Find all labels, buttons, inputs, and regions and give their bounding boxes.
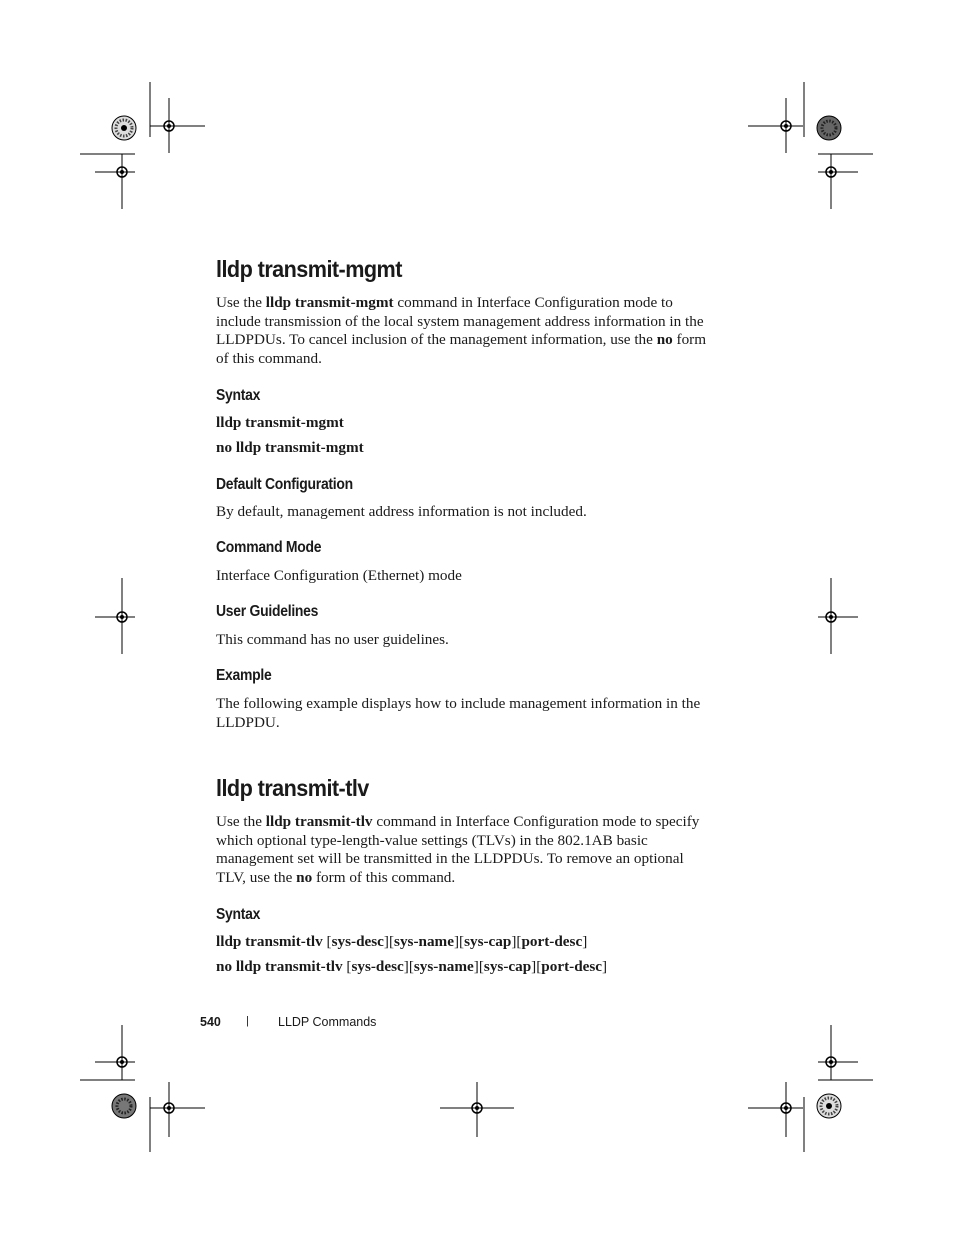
intro-paragraph-tlv: Use the lldp transmit-tlv command in Interface Configuration mode to specify which optional type-length-value settings (TLVs) in the 802.1AB basic management set will be transmitted in the LLDPDUs. To remove an optional TLV, use the no form of this command. — [216, 813, 700, 886]
no-keyword: no — [296, 868, 313, 886]
section-title-lldp-transmit-mgmt: lldp transmit-mgmt — [216, 256, 402, 282]
no-keyword: no — [656, 331, 673, 349]
syntax-line-no: no lldp transmit-mgmt — [216, 439, 364, 456]
syntax-line: lldp transmit-mgmt — [216, 414, 344, 431]
syntax-line: lldp transmit-tlv [sys-desc][sys-name][sys-cap][port-desc] — [216, 933, 588, 950]
footer-chapter: LLDP Commands — [278, 1015, 377, 1029]
footer-separator: | — [246, 1015, 249, 1027]
user-guidelines-text: This command has no user guidelines. — [216, 631, 449, 648]
default-configuration-text: By default, management address information is not included. — [216, 503, 587, 520]
command-mode-heading: Command Mode — [216, 539, 322, 556]
command-name: lldp transmit-mgmt — [265, 294, 394, 311]
syntax-heading: Syntax — [216, 387, 261, 404]
syntax-line-no: no lldp transmit-tlv [sys-desc][sys-name][sys-cap][port-desc] — [216, 958, 608, 975]
default-configuration-heading: Default Configuration — [216, 476, 353, 493]
example-heading: Example — [216, 667, 272, 684]
page-number: 540 — [200, 1015, 221, 1029]
command-name: lldp transmit-tlv — [265, 813, 373, 830]
example-text: The following example displays how to include management information in the LLDPDU. — [216, 695, 701, 731]
syntax-heading: Syntax — [216, 906, 261, 923]
command-mode-text: Interface Configuration (Ethernet) mode — [216, 567, 462, 584]
intro-paragraph-mgmt: Use the lldp transmit-mgmt command in Interface Configuration mode to include transmission of the local system management address information in the LLDPDUs. To cancel inclusion of the management information, use the no form of this command. — [216, 294, 707, 367]
user-guidelines-heading: User Guidelines — [216, 603, 319, 620]
section-title-lldp-transmit-tlv: lldp transmit-tlv — [216, 775, 369, 801]
